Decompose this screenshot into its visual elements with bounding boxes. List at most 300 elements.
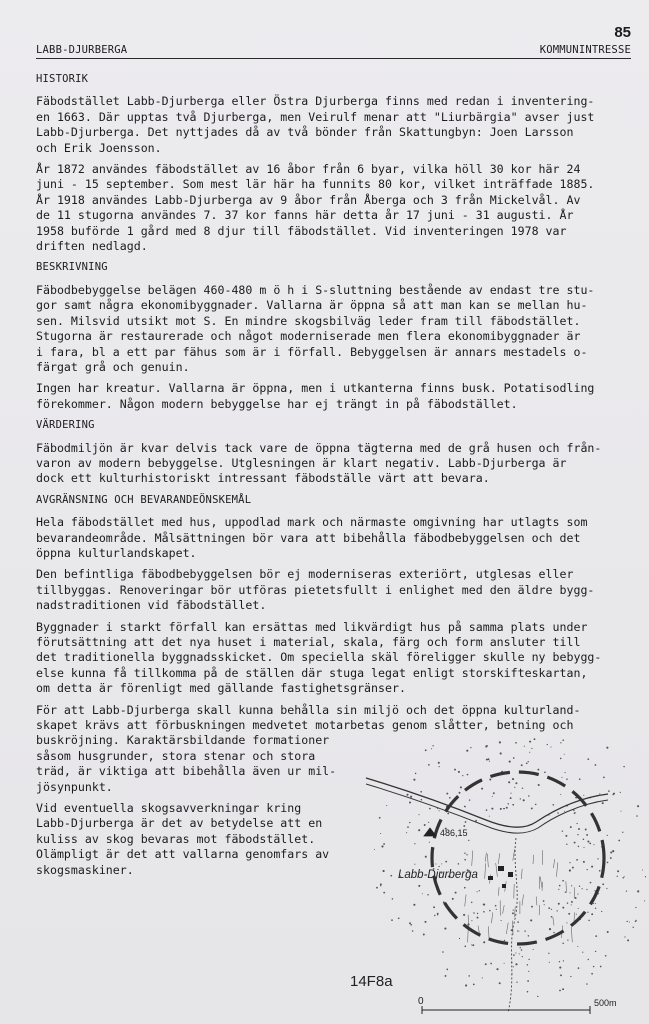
text-line: sen. Milsvid utsikt mot S. En mindre skogsbilväg leder fram till fäbodstället. — [36, 313, 581, 328]
map-dot — [593, 844, 594, 845]
map-dot — [489, 778, 491, 780]
map-dot — [566, 778, 568, 780]
heading-vardering: VÄRDERING — [36, 419, 95, 432]
map-dot — [588, 959, 589, 960]
text-line: dock ett kulturhistoriskt intressant fäbodställe värt att bevara. — [36, 471, 490, 486]
map-dot — [482, 977, 483, 978]
map-dot — [527, 991, 529, 993]
map-dot — [410, 924, 412, 926]
map-dot — [626, 921, 627, 922]
map-dot — [519, 953, 520, 954]
text-line: om detta är förenligt med gällande fastighetsgränser. — [36, 681, 406, 696]
map-dot — [622, 832, 623, 833]
road-line-outer — [366, 784, 608, 833]
map-dot — [424, 824, 426, 826]
site-map — [346, 738, 646, 1020]
map-dot — [515, 742, 517, 744]
map-dot — [531, 748, 532, 749]
map-dot — [603, 777, 605, 779]
map-dot — [528, 959, 529, 960]
map-dot — [508, 803, 509, 804]
map-dot — [444, 928, 446, 930]
map-dot — [499, 741, 501, 743]
map-dot — [559, 967, 561, 969]
map-dot — [468, 975, 470, 977]
map-dot — [490, 963, 492, 965]
map-dot — [464, 806, 466, 808]
map-dot — [438, 866, 439, 867]
map-dot — [445, 975, 447, 977]
map-dot — [560, 742, 561, 743]
map-dot — [418, 885, 420, 887]
text-line: Ingen har kreatur. Vallarna är öppna, men i utkanterna finns busk. Potatisodling — [36, 381, 595, 396]
map-dot — [558, 889, 559, 890]
map-dot — [442, 951, 444, 953]
map-dot — [591, 913, 593, 915]
map-hatch — [553, 917, 554, 926]
map-dot — [496, 909, 497, 910]
map-dot — [477, 891, 478, 892]
map-dot — [524, 930, 525, 931]
paragraph-avgransning-3 — [36, 620, 636, 697]
map-dot — [479, 890, 480, 891]
map-dot — [458, 863, 460, 865]
map-dot — [407, 826, 409, 828]
map-dot — [557, 812, 559, 814]
map-hatch — [513, 849, 515, 861]
text-line: färgat grå och genuin. — [36, 359, 190, 374]
map-dot — [485, 745, 487, 747]
map-dot — [510, 797, 512, 799]
map-dot — [587, 758, 589, 760]
map-dot — [533, 949, 534, 950]
map-dot — [562, 880, 564, 882]
map-dot — [610, 857, 612, 859]
map-dot — [582, 888, 583, 889]
map-dot — [607, 931, 609, 933]
map-dot — [569, 869, 571, 871]
map-dot — [593, 966, 595, 968]
map-dot — [504, 940, 505, 941]
map-dot — [537, 769, 539, 771]
map-dot — [544, 904, 545, 905]
map-dot — [565, 892, 566, 893]
map-dot — [510, 793, 511, 794]
paragraph-historik-2 — [36, 162, 636, 254]
map-dot — [521, 764, 523, 766]
map-dot — [414, 843, 415, 844]
text-line: de 11 stugorna användes 7. 37 kor fanns här detta år 17 juni - 31 augusti. År — [36, 208, 574, 223]
map-dot — [606, 747, 608, 749]
map-dot — [636, 815, 638, 817]
map-dot — [637, 805, 639, 807]
map-dot — [629, 921, 630, 922]
map-dot — [528, 971, 529, 972]
map-hatch — [487, 854, 488, 867]
map-dot — [483, 911, 485, 913]
map-dot — [574, 812, 576, 814]
map-dot — [489, 816, 490, 817]
text-line: varon av modern bebyggelse. Utglesningen är klart negativ. Labb-Djurberga är — [36, 455, 567, 470]
map-dot — [537, 996, 538, 997]
map-dot — [591, 973, 593, 975]
map-dot — [571, 901, 573, 903]
map-dot — [466, 854, 467, 855]
map-dot — [610, 851, 612, 853]
text-line: gor samt några ekonomibyggnader. Vallarna är öppna så att man kan se mellan hu- — [36, 298, 588, 313]
map-hatch — [542, 882, 543, 891]
map-dot — [548, 953, 549, 954]
map-dot — [429, 808, 431, 810]
map-dot — [607, 862, 609, 864]
map-dot — [459, 792, 461, 794]
paragraph-avgransning-2 — [36, 567, 636, 613]
map-dot — [559, 961, 560, 962]
map-dot — [538, 784, 540, 786]
map-dot — [570, 976, 571, 977]
map-dot — [489, 910, 491, 912]
map-hatch — [533, 855, 534, 864]
text-line: Fäbodmiljön är kvar delvis tack vare de öppna tägterna med de grå husen och från- — [36, 440, 602, 455]
map-dot — [429, 842, 430, 843]
map-dot — [586, 983, 588, 985]
map-dot — [428, 764, 430, 766]
map-dot — [422, 893, 423, 894]
text-line: Den befintliga fäbodbebyggelsen bör ej moderniseras exteriört, utglesas eller — [36, 567, 574, 582]
map-dot — [529, 741, 531, 743]
map-hatch — [566, 881, 567, 892]
map-dot — [632, 927, 633, 928]
map-dot — [583, 847, 584, 848]
map-dot — [579, 778, 581, 780]
elevation-label: 486,15 — [440, 828, 468, 838]
map-dot — [445, 861, 447, 863]
map-dot — [460, 786, 462, 788]
map-dot — [427, 894, 429, 896]
map-hatch — [485, 853, 486, 862]
text-line: Labb-Djurberga. Det nyttjades då av två bönder från Skattungbyn: Joen Larsson — [36, 125, 574, 140]
place-label: Labb-Djurberga — [398, 869, 478, 881]
map-dot — [567, 939, 568, 940]
map-dot — [379, 817, 381, 819]
text-line: bevarandeområde. Målsättningen bör vara att bibehålla fäbodbebyggelsen och det — [36, 530, 581, 545]
map-dot — [645, 876, 646, 877]
text-line: såsom husgrunder, stora stenar och stora — [36, 748, 316, 763]
map-dot — [424, 921, 426, 923]
map-hatch — [515, 906, 516, 917]
map-dot — [374, 849, 375, 850]
map-dot — [522, 788, 523, 789]
map-dot — [566, 844, 567, 845]
map-dot — [463, 825, 465, 827]
map-dot — [464, 859, 466, 861]
map-dot — [565, 835, 567, 837]
map-dot — [570, 892, 571, 893]
map-dot — [492, 796, 493, 797]
map-dot — [472, 944, 474, 946]
map-dot — [420, 791, 422, 793]
map-dot — [437, 913, 439, 915]
map-dot — [564, 754, 565, 755]
map-dot — [383, 870, 385, 872]
map-dot — [381, 845, 383, 847]
map-dot — [410, 796, 412, 798]
map-dot — [588, 920, 590, 922]
map-dot — [493, 792, 495, 794]
map-dot — [513, 757, 515, 759]
map-hatch — [506, 923, 508, 934]
map-dot — [595, 951, 596, 952]
map-dot — [557, 910, 558, 911]
map-dot — [627, 939, 629, 941]
map-dot — [595, 935, 597, 937]
map-dot — [528, 935, 529, 936]
map-dot — [572, 867, 574, 869]
map-dot — [473, 984, 475, 986]
map-dot — [570, 826, 572, 828]
map-dot — [550, 746, 551, 747]
map-hatch — [472, 851, 473, 866]
map-hatch — [512, 921, 513, 935]
map-dot — [435, 863, 436, 864]
map-dot — [535, 804, 537, 806]
map-dot — [560, 758, 562, 760]
map-dot — [438, 762, 440, 764]
map-dot — [597, 858, 598, 859]
map-hatch — [468, 915, 469, 928]
map-dot — [512, 912, 514, 914]
map-dot — [516, 982, 517, 983]
map-dot — [515, 963, 517, 965]
map-dot — [587, 869, 588, 870]
text-line: en 1663. Där upptas två Djurberga, men Veirulf menar att "Liurbärgia" avser just — [36, 109, 595, 124]
map-hatch — [491, 912, 492, 923]
map-dot — [562, 988, 564, 990]
text-line: nadstraditionen vid fäbodstället. — [36, 598, 267, 613]
sheet-label: 14F8a — [350, 973, 393, 990]
text-line: År 1918 användes Labb-Djurberga av 9 åbor från Åberga och 3 från Mickelvål. Av — [36, 192, 581, 207]
map-dot — [590, 882, 592, 884]
house-symbols — [488, 866, 513, 888]
map-dot — [576, 859, 578, 861]
map-dot — [523, 799, 525, 801]
map-dot — [618, 840, 620, 842]
map-dot — [469, 799, 470, 800]
map-dot — [524, 746, 525, 747]
heading-avgransning: AVGRÄNSNING OCH BEVARANDEÖNSKEMÅL — [36, 493, 252, 506]
map-dot — [586, 834, 588, 836]
map-dot — [566, 922, 567, 923]
map-dot — [425, 856, 427, 858]
map-dot-texture — [374, 738, 646, 997]
map-dot — [441, 863, 442, 864]
map-dot — [432, 745, 433, 746]
map-hatch — [496, 863, 498, 877]
map-hatch — [465, 895, 466, 907]
map-dot — [531, 807, 533, 809]
map-hatch — [498, 887, 499, 896]
map-dot — [567, 902, 568, 903]
text-line: Fäbodbebyggelse belägen 460-480 m ö h i S-sluttning bestående av endast tre stu- — [36, 282, 595, 297]
map-dot — [515, 952, 516, 953]
map-dot — [527, 980, 529, 982]
map-dot — [499, 982, 501, 984]
text-line: För att Labb-Djurberga skall kunna behålla sin miljö och det öppna kulturland- — [36, 702, 581, 717]
map-hatch — [536, 897, 537, 906]
running-head-left: LABB-DJURBERGA — [36, 44, 128, 56]
paragraph-historik-1 — [36, 94, 636, 156]
map-dot — [601, 911, 602, 912]
map-dot — [503, 808, 504, 809]
heading-historik: HISTORIK — [36, 73, 89, 85]
map-dot — [529, 752, 530, 753]
map-dot — [418, 814, 419, 815]
map-dot — [428, 822, 429, 823]
map-dot — [434, 915, 435, 916]
text-line: skapet krävs att förbuskningen medvetet motarbetas genom slåtter, betning och — [36, 718, 574, 733]
map-dot — [515, 782, 517, 784]
map-hatch — [556, 863, 557, 877]
map-dot — [446, 969, 448, 971]
map-dot — [587, 912, 588, 913]
map-hatch — [488, 926, 489, 938]
map-dot — [553, 804, 555, 806]
map-hatch — [521, 869, 522, 879]
map-dot — [599, 870, 601, 872]
map-dot — [447, 813, 449, 815]
map-dot — [433, 906, 435, 908]
map-dot — [386, 805, 387, 806]
paragraph-avgransning-4 — [36, 703, 636, 734]
map-dot — [644, 900, 645, 901]
map-dot — [465, 984, 467, 986]
map-hatch — [574, 887, 575, 898]
map-dot — [412, 930, 414, 932]
map-dot — [553, 932, 555, 934]
map-hatch — [485, 863, 486, 879]
map-dot — [560, 794, 561, 795]
text-line: Hela fäbodstället med hus, uppodlad mark och närmaste omgivning har utlagts som — [36, 515, 588, 530]
map-dot — [413, 904, 415, 906]
map-dot — [576, 914, 577, 915]
map-dot — [423, 934, 425, 936]
text-line: träd, är viktiga att bibehålla även ur mil- — [36, 764, 337, 779]
scale-end-label: 500m — [594, 998, 617, 1008]
map-dot — [413, 779, 415, 781]
map-dot — [548, 907, 550, 909]
map-dot — [607, 835, 608, 836]
map-dot — [486, 759, 488, 761]
map-dot — [583, 795, 584, 796]
boundary-circle — [432, 772, 604, 944]
map-hatch — [540, 877, 542, 888]
elevation-marker — [424, 828, 436, 836]
map-hatch — [478, 926, 479, 934]
map-dot — [612, 850, 614, 852]
map-dot — [483, 904, 484, 905]
text-line: tillbyggas. Renoveringar bör utföras pietetsfullt i enlighet med den äldre bygg- — [36, 582, 595, 597]
map-hatch — [574, 912, 575, 921]
map-dot — [577, 834, 578, 835]
map-dot — [571, 885, 572, 886]
map-dot — [583, 839, 585, 841]
map-dot — [578, 846, 580, 848]
map-dot — [376, 887, 378, 889]
map-dot — [464, 887, 466, 889]
map-dot — [471, 920, 472, 921]
map-dot — [591, 866, 593, 868]
text-line: skogsmaskiner. — [36, 862, 134, 877]
map-dot — [500, 808, 502, 810]
map-dot — [454, 769, 456, 771]
map-dot — [573, 810, 575, 812]
map-dot — [595, 903, 596, 904]
map-dot — [560, 974, 562, 976]
map-dot — [467, 774, 469, 776]
map-dot — [513, 954, 515, 956]
map-hatch — [553, 859, 554, 868]
map-dot — [579, 886, 580, 887]
map-dot — [558, 903, 560, 905]
map-dot — [415, 773, 417, 775]
map-dot — [606, 888, 607, 889]
map-dot — [470, 747, 471, 748]
road-line — [366, 778, 608, 827]
map-dot — [574, 842, 576, 844]
map-dot — [568, 913, 570, 915]
map-dot — [521, 949, 523, 951]
map-dot — [578, 828, 580, 830]
map-dot — [620, 792, 621, 793]
map-dot — [642, 869, 643, 870]
map-dot — [561, 777, 562, 778]
map-dot — [468, 840, 469, 841]
map-dot — [626, 890, 627, 891]
map-dot — [409, 922, 411, 924]
map-dot — [562, 942, 564, 944]
text-line: och Erik Joensson. — [36, 140, 162, 155]
map-dot — [600, 966, 602, 968]
map-dot — [617, 870, 619, 872]
text-line: driften nedlagd. — [36, 239, 148, 254]
map-dot — [504, 963, 505, 964]
map-dot — [562, 907, 564, 909]
page-number: 85 — [614, 24, 631, 41]
running-head — [36, 44, 631, 59]
map-dot — [587, 840, 589, 842]
map-dot — [464, 852, 465, 853]
map-dot — [425, 749, 427, 751]
map-dot — [522, 956, 523, 957]
map-hatch — [522, 894, 524, 905]
text-line: Byggnader i starkt förfall kan ersättas med likvärdigt hus på samma plats under — [36, 619, 588, 634]
map-dot — [571, 904, 572, 905]
text-line: År 1872 användes fäbodstället av 16 åbor från 6 byar, vilka höll 30 kor här 24 — [36, 162, 581, 177]
map-dot — [466, 750, 468, 752]
map-dot — [508, 781, 510, 783]
map-dot — [577, 894, 578, 895]
map-dot — [409, 801, 411, 803]
map-dot — [462, 775, 463, 776]
map-dot — [391, 919, 393, 921]
map-dot — [487, 758, 489, 760]
map-dot — [602, 883, 604, 885]
map-dot — [471, 902, 472, 903]
map-dot — [495, 905, 497, 907]
map-dot — [500, 752, 502, 754]
map-dot — [562, 739, 564, 741]
map-dot — [513, 966, 514, 967]
